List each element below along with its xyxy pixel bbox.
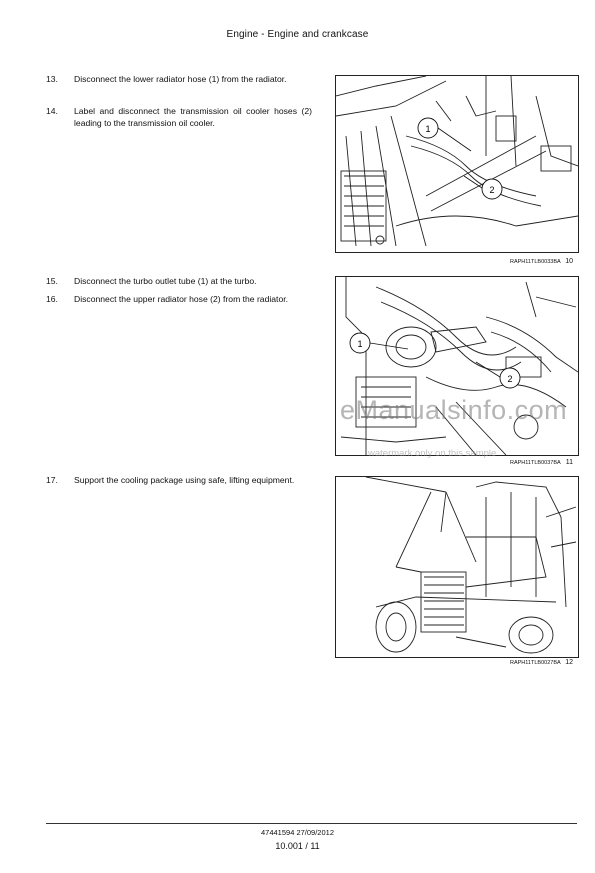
step-16 (46, 294, 312, 306)
figure-11-drawing (336, 277, 578, 455)
figure-code: RAPH11TLB0033BA (510, 259, 561, 265)
step-number: 13. (46, 74, 58, 84)
step-number: 16. (46, 294, 58, 304)
svg-text:1: 1 (357, 339, 363, 349)
watermark-subtext: watermark only on this sample (368, 448, 497, 459)
step-17 (46, 475, 312, 487)
watermark-text: eManualsinfo.com (340, 395, 568, 425)
callout-1 (350, 333, 408, 353)
svg-text:2: 2 (489, 185, 495, 195)
step-13 (46, 74, 312, 86)
figure-number: 10 (565, 258, 573, 265)
step-number: 14. (46, 106, 58, 116)
step-number: 17. (46, 475, 58, 485)
figure-11-turbo-outlet (335, 276, 579, 456)
footer-divider (46, 823, 577, 824)
step-text: Label and disconnect the transmission oil cooler hoses (2) leading to the transmission oil cooler. (74, 106, 312, 128)
step-text: Disconnect the upper radiator hose (2) from the radiator. (74, 294, 288, 304)
step-15 (46, 276, 312, 288)
figure-code: RAPH11TLB0037BA (510, 460, 561, 466)
footer-doc-ref: 47441594 27/09/2012 (261, 828, 334, 837)
figure-number: 11 (565, 459, 573, 466)
figure-number: 12 (565, 659, 573, 666)
svg-text:2: 2 (507, 374, 513, 384)
step-text: Support the cooling package using safe, lifting equipment. (74, 475, 295, 485)
step-text: Disconnect the turbo outlet tube (1) at the turbo. (74, 276, 257, 286)
callout-1 (418, 118, 471, 151)
figure-12-cooling-package-lift (335, 476, 579, 658)
figure-12-drawing (336, 477, 578, 657)
figure-10-radiator-hoses (335, 75, 579, 253)
page-header: Engine - Engine and crankcase (226, 29, 369, 40)
svg-text:1: 1 (425, 124, 431, 134)
step-text: Disconnect the lower radiator hose (1) from the radiator. (74, 74, 287, 84)
step-number: 15. (46, 276, 58, 286)
figure-code: RAPH11TLB0027BA (510, 660, 561, 666)
callout-2 (464, 176, 502, 199)
figure-10-drawing (336, 76, 578, 252)
step-14 (46, 106, 312, 129)
footer-page-number: 10.001 / 11 (275, 841, 320, 851)
